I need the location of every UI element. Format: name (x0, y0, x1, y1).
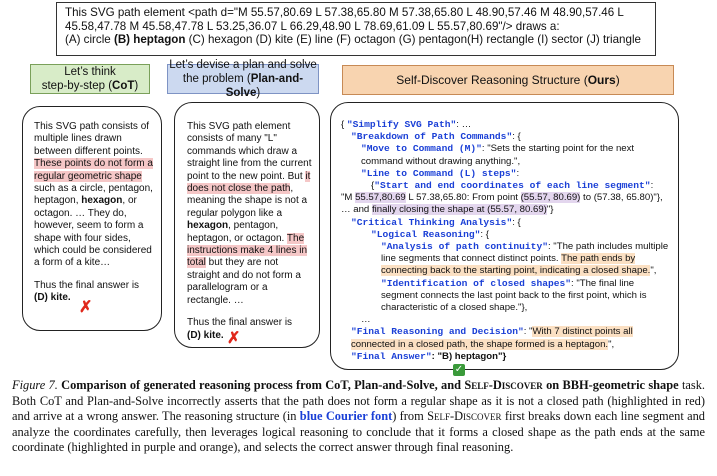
sd-line-breakdown (341, 131, 670, 143)
cot-body (34, 121, 155, 270)
ps-final-answer: (D) kite. (187, 329, 224, 341)
wrong-cross-icon: ✗ (227, 330, 241, 347)
sd-key-critical: "Critical Thinking Analysis" (351, 216, 513, 228)
sd-key-lineto: "Line to Command (L) steps" (361, 167, 517, 179)
sd-line-final-reasoning (341, 326, 670, 350)
figure-caption (12, 378, 705, 456)
sd-open-brace-2: { (371, 180, 375, 192)
correct-check-icon: ✓ (454, 364, 464, 376)
ps-bold-hexagon: hexagon (187, 220, 229, 232)
cot-bold-hexagon: hexagon (81, 195, 123, 207)
caption-text-3: first breaks down each line segment and analyze the coordinates carefully, then leverages logical reasoning to conclude that it forms a closed shape as the path ends at the same coordinate (highlighted in purple and orange), and selects the correct answer through final reasoning. (12, 409, 705, 454)
header-cot-line2 (42, 79, 139, 93)
sd-colon-1: : (516, 167, 520, 179)
question-line-1: This SVG path element <path d="M 55.57,80.69 L 57.38,65.80 M 57.38,65.80 L 48.90,57.46 M 48.90,57.46 L (65, 6, 624, 19)
sd-key-closed: "Identification of closed shapes" (381, 277, 571, 289)
sd-line-coords (341, 192, 670, 216)
header-sd-line (396, 73, 619, 87)
sd-key-logical: "Logical Reasoning" (371, 228, 481, 240)
sd-line-closed (341, 278, 670, 315)
sd-brace-2: : { (512, 216, 521, 228)
caption-figure-label: Figure 7. (12, 378, 58, 392)
header-ps-line1: Let’s devise a plan and solve (169, 59, 317, 71)
wrong-cross-icon: ✗ (79, 299, 93, 316)
ps-highlight-2: The instructions make 4 lines in total (187, 232, 308, 269)
panel-plan-and-solve (174, 102, 320, 348)
cot-final (34, 280, 155, 305)
header-ps-post: ) (256, 87, 261, 99)
sd-coords-mid: L 57.38,65.80: From point (405, 192, 521, 204)
sd-continuity-hl: The path ends by connecting back to the starting point, indicating a closed shape. (381, 253, 651, 277)
ps-final-pre: Thus the final answer is (187, 317, 293, 329)
sd-coords-hl-1: 55.57,80.69 (355, 192, 406, 204)
header-sd-post: ) (615, 73, 620, 87)
caption-title-1: Comparison of generated reasoning process from CoT, Plan-and-Solve, and (57, 378, 465, 392)
ps-text-3: , pentagon, heptagon, or octagon. (187, 220, 287, 244)
sd-line-move (341, 143, 670, 167)
ps-final (187, 317, 313, 342)
ps-text-2: , meaning the shape is not a regular polygon like a (187, 183, 308, 219)
header-plan-and-solve (167, 59, 319, 99)
ps-highlight-1: it does not close the path (187, 170, 311, 195)
sd-value-final-answer: : "B) heptagon"} (431, 350, 507, 362)
ps-text-4: but they are not straight and do not form a parallelogram or a rectangle. … (187, 257, 301, 306)
sd-continuity-pre: : "The path includes multiple line segments that connect distinct points. (381, 241, 669, 265)
sd-continuity-end: ", (650, 265, 657, 277)
sd-line-logical (341, 229, 670, 241)
sd-key-breakdown: "Breakdown of Path Commands" (351, 131, 513, 143)
header-sd-pre: Self-Discover Reasoning Structure ( (396, 73, 588, 87)
sd-final-reasoning-pre: : " (523, 326, 533, 338)
sd-key-final-reasoning: "Final Reasoning and Decision" (351, 326, 524, 338)
header-ps-pre: the problem ( (182, 73, 251, 85)
cot-text-1: This SVG path consists of multiple lines drawn between different points. (34, 121, 150, 157)
header-cot (30, 64, 150, 94)
header-cot-line1: Let’s think (64, 66, 116, 78)
sd-final-reasoning-hl: With 7 distinct points all connected in a closed path, the shape formed is a heptagon. (351, 326, 633, 350)
option-rest: (C) hexagon (D) kite (E) line (F) octagon (G) pentagon(H) rectangle (I) sector (J) triangle (185, 33, 641, 46)
header-cot-bold: CoT (112, 80, 135, 92)
sd-coords-mid-2: to (57.38, 65.80)"}, … and (341, 192, 663, 216)
question-box (56, 2, 656, 56)
cot-highlight: These points do not form a regular geometric shape (34, 158, 153, 182)
header-cot-pre: step-by-step ( (41, 80, 113, 92)
sd-line-final-answer (341, 351, 670, 363)
sd-value-closed: : "The final line segment connects the last point back to the first point, which is characteristic of a closed shape."}, (381, 277, 647, 314)
cot-final-pre: Thus the final answer is (34, 279, 140, 291)
caption-title-2: on BBH-geometric shape (542, 378, 679, 392)
sd-key-continuity: "Analysis of path continuity" (381, 241, 548, 253)
sd-check-row (341, 364, 670, 377)
sd-coords-hl-3: finally closing the shape at (55.57, 80.69) (371, 204, 547, 216)
caption-text-2: ) from (392, 409, 428, 423)
caption-sc-2: Self-Discover (427, 409, 502, 423)
sd-brace-3: : { (480, 228, 489, 240)
sd-coords-pre: "M (341, 192, 356, 204)
header-sd-bold: Ours (587, 73, 616, 87)
cot-text-3: , or octagon. … They do, however, seem to form a shape with four sides, which could be considered a form of a kite… (34, 195, 152, 269)
sd-brace-1: : { (512, 131, 521, 143)
header-self-discover (342, 65, 674, 95)
sd-line-simplify (341, 119, 670, 131)
sd-open-brace: { (341, 119, 345, 130)
header-ps-bold: Plan-and-Solve (225, 73, 304, 99)
caption-text-1: task. Both CoT and Plan-and-Solve incorrectly asserts that the path does not form a regular shape as it is not a closed path (highlighted in red) and arrive at a wrong answer. The reasoning structure (in (12, 378, 705, 423)
sd-final-reasoning-end: ", (608, 338, 615, 350)
sd-line-lineto (341, 168, 670, 180)
sd-coords-hl-2: (55.57, 80.69) (520, 192, 581, 204)
sd-colon-2: : (650, 180, 654, 192)
sd-after-simplify: : … (456, 119, 472, 130)
ps-text-1: This SVG path element consists of many "L" commands which draw a straight line from the current point to the new point. But (187, 121, 312, 182)
sd-line-ellipsis: … (361, 314, 371, 326)
sd-line-critical (341, 217, 670, 229)
caption-blue-font: blue Courier font (299, 409, 393, 423)
header-ps-line2 (168, 72, 318, 100)
caption-title-sc: Self-Discover (464, 378, 543, 392)
sd-line-continuity (341, 241, 670, 278)
sd-key-simplify: "Simplify SVG Path" (346, 119, 457, 130)
cot-text-2: such as a circle, pentagon, heptagon, (34, 183, 153, 207)
option-a: (A) circle (65, 33, 114, 46)
option-b: (B) heptagon (113, 33, 186, 46)
header-cot-post: ) (134, 80, 139, 92)
sd-key-move: "Move to Command (M)" (361, 143, 482, 155)
sd-key-final-answer: "Final Answer" (351, 350, 432, 362)
sd-coords-end: "} (546, 204, 554, 216)
question-line-2: 45.58,47.78 M 45.58,47.78 L 53.25,36.07 L 66.29,48.90 L 78.69,61.09 L 55.57,80.69"/> draws a: (65, 19, 560, 33)
sd-key-startend: "Start and end coordinates of each line segment" (374, 180, 651, 192)
ps-body (187, 121, 313, 307)
question-options (65, 33, 647, 47)
sd-value-move: : "Sets the starting point for the next command without drawing anything.", (361, 143, 635, 167)
panel-cot (22, 106, 162, 331)
sd-line-startend (341, 180, 670, 192)
cot-final-answer: (D) kite. (34, 292, 71, 304)
panel-self-discover (330, 102, 679, 376)
